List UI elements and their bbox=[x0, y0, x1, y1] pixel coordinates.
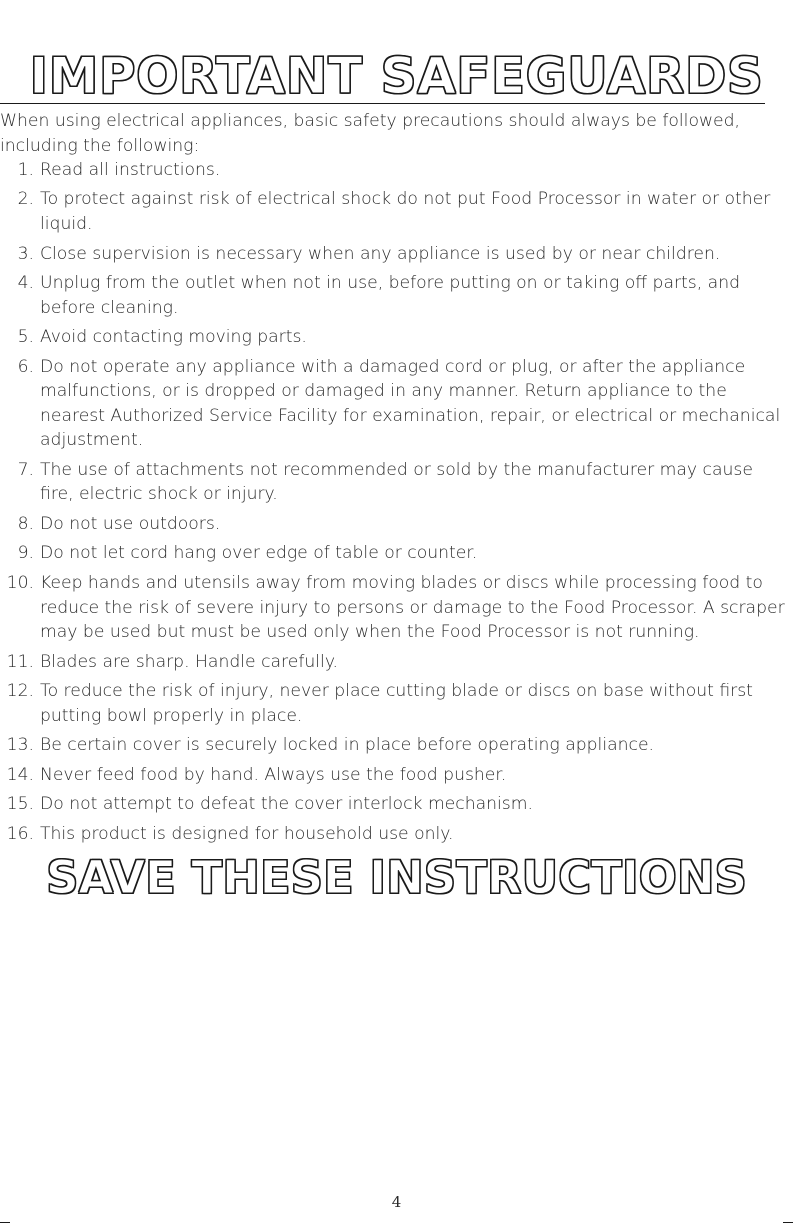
list-item-text: Do not attempt to defeat the cover interlock mechanism. bbox=[40, 794, 533, 815]
list-item-number: 13. bbox=[6, 735, 34, 756]
list-item bbox=[0, 822, 790, 847]
list-item bbox=[0, 763, 790, 788]
list-item-text: This product is designed for household use only. bbox=[40, 823, 454, 844]
list-item-text: Read all instructions. bbox=[40, 160, 221, 180]
list-item-text: Do not operate any appliance with a damaged cord or plug, or after the appliance malfunctions, or is dropped or damaged in any manner. Return appliance to the nearest Authorized Service Facility for examination, repair, or electrical or mechanical adjustment. bbox=[40, 356, 781, 451]
crop-mark-left bbox=[0, 1222, 10, 1223]
list-item bbox=[0, 355, 790, 453]
list-item-number: 16. bbox=[6, 823, 34, 844]
list-item bbox=[0, 187, 790, 236]
list-item-text: Unplug from the outlet when not in use, before putting on or taking off parts, and before cleaning. bbox=[40, 273, 741, 318]
list-item-number: 4. bbox=[17, 273, 34, 294]
list-item bbox=[0, 679, 790, 728]
list-item-number: 9. bbox=[17, 543, 34, 564]
list-item bbox=[0, 571, 790, 645]
list-item-number: 10. bbox=[6, 572, 34, 593]
list-item bbox=[0, 271, 790, 320]
list-item-text: Do not use outdoors. bbox=[40, 513, 221, 534]
list-item-text: Blades are sharp. Handle carefully. bbox=[40, 651, 339, 672]
list-item-text: Do not let cord hang over edge of table or counter. bbox=[40, 543, 478, 564]
save-instructions-heading: SAVE THESE INSTRUCTIONS bbox=[46, 851, 747, 904]
list-item-text: Be certain cover is securely locked in place before operating appliance. bbox=[40, 735, 655, 756]
list-item bbox=[0, 733, 790, 758]
list-item bbox=[0, 650, 790, 675]
list-item-text: To protect against risk of electrical shock do not put Food Processor in water or other liquid. bbox=[40, 189, 771, 235]
list-item bbox=[0, 325, 790, 350]
list-item-number: 11. bbox=[6, 651, 34, 672]
list-item-number: 6. bbox=[17, 356, 34, 377]
list-item-number: 1. bbox=[17, 160, 34, 180]
list-item bbox=[0, 512, 790, 537]
intro-paragraph: When using electrical appliances, basic safety precautions should always be followed, including the following: bbox=[0, 111, 740, 156]
crop-mark-right bbox=[783, 1222, 793, 1223]
list-item-text: Close supervision is necessary when any appliance is used by or near children. bbox=[40, 243, 721, 264]
list-item-number: 7. bbox=[17, 459, 34, 480]
safeguards-list bbox=[0, 158, 790, 851]
list-item bbox=[0, 541, 790, 566]
list-item-number: 8. bbox=[17, 513, 34, 534]
list-item bbox=[0, 158, 790, 183]
list-item-number: 14. bbox=[6, 764, 34, 785]
list-item-text: The use of attachments not recommended or sold by the manufacturer may cause fire, electric shock or injury. bbox=[40, 459, 753, 505]
list-item-number: 5. bbox=[17, 327, 34, 348]
list-item-text: Keep hands and utensils away from moving blades or discs while processing food to reduce the risk of severe injury to persons or damage to the Food Processor. A scraper may be used but must be used only when the Food Processor is not running. bbox=[40, 572, 785, 643]
list-item-number: 3. bbox=[17, 243, 34, 264]
list-item bbox=[0, 792, 790, 817]
page-number: 4 bbox=[391, 1193, 402, 1211]
list-item-number: 2. bbox=[17, 189, 34, 210]
list-item-number: 15. bbox=[6, 794, 34, 815]
list-item-number: 12. bbox=[6, 681, 34, 702]
list-item-text: Avoid contacting moving parts. bbox=[40, 327, 307, 348]
page-title: IMPORTANT SAFEGUARDS bbox=[29, 47, 764, 105]
list-item-text: Never feed food by hand. Always use the food pusher. bbox=[40, 764, 507, 785]
list-item bbox=[0, 242, 790, 267]
list-item-text: To reduce the risk of injury, never place cutting blade or discs on base without first putting bowl properly in place. bbox=[40, 681, 753, 726]
list-item bbox=[0, 458, 790, 507]
title-divider bbox=[0, 103, 765, 104]
